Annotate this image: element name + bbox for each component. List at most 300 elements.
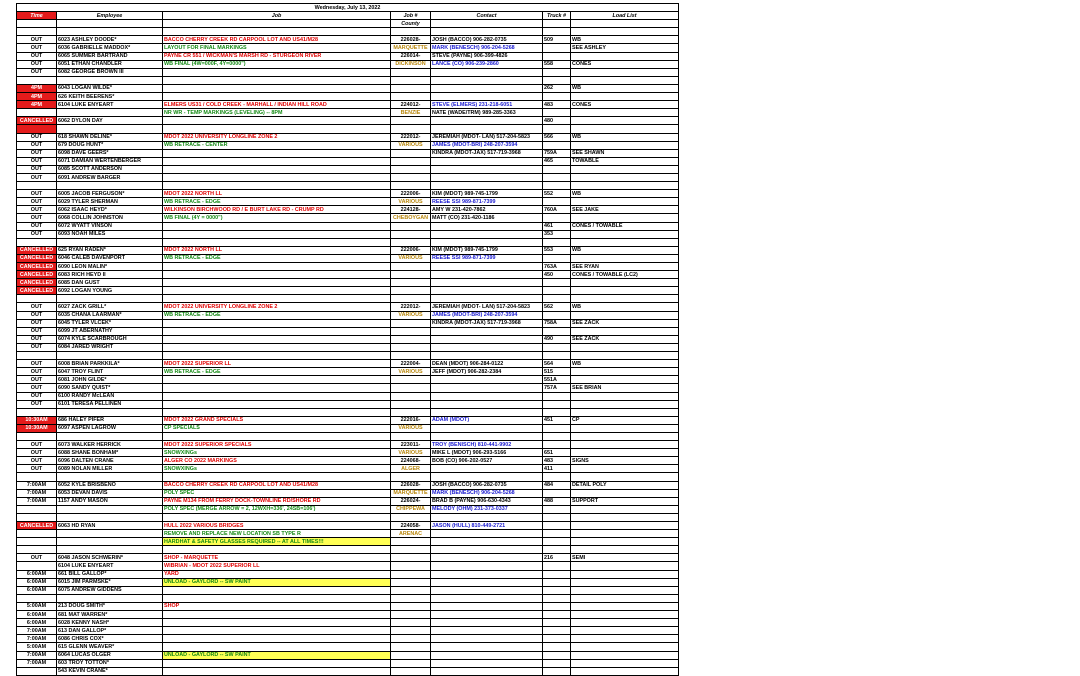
load-cell xyxy=(571,505,679,513)
header-time: Time xyxy=(17,12,57,20)
job-cell: WILKINSON BIRCHWOOD RD / E BURT LAKE RD - CRUMP RD xyxy=(163,206,391,214)
employee-cell: 6052 KYLE BRISBENO xyxy=(57,481,163,489)
title-row xyxy=(17,4,679,12)
contact-cell xyxy=(431,173,543,181)
time-cell: OUT xyxy=(17,173,57,181)
load-cell xyxy=(571,93,679,101)
job-cell: PAYNE M134 FROM FERRY DOCK-TOWNLINE RD/SHORE RD xyxy=(163,497,391,505)
truck-cell xyxy=(543,611,571,619)
load-cell xyxy=(571,530,679,538)
table-row xyxy=(17,165,679,173)
table-row xyxy=(17,44,679,52)
time-cell: OUT xyxy=(17,36,57,44)
load-cell xyxy=(571,546,679,554)
time-cell xyxy=(17,182,57,190)
table-row xyxy=(17,303,679,311)
time-cell: OUT xyxy=(17,311,57,319)
truck-cell: 465 xyxy=(543,157,571,165)
truck-cell: 515 xyxy=(543,368,571,376)
job-cell: YARD xyxy=(163,570,391,578)
truck-cell xyxy=(543,254,571,262)
truck-cell xyxy=(543,522,571,530)
table-row xyxy=(17,635,679,643)
load-cell xyxy=(571,578,679,586)
jobnum-cell: VARIOUS xyxy=(391,198,431,206)
time-cell: OUT xyxy=(17,319,57,327)
employee-cell: 603 TROY TOTTON* xyxy=(57,659,163,667)
table-row xyxy=(17,505,679,513)
load-cell: WB xyxy=(571,84,679,92)
truck-cell xyxy=(543,578,571,586)
load-cell: WB xyxy=(571,360,679,368)
table-row xyxy=(17,667,679,675)
employee-cell: 6089 NOLAN MILLER xyxy=(57,465,163,473)
contact-cell xyxy=(431,586,543,594)
job-cell: SHOP - MARQUETTE xyxy=(163,554,391,562)
load-cell xyxy=(571,651,679,659)
contact-cell xyxy=(431,651,543,659)
load-cell xyxy=(571,254,679,262)
load-cell xyxy=(571,76,679,84)
table-row xyxy=(17,424,679,432)
load-cell: CP xyxy=(571,416,679,424)
time-cell: OUT xyxy=(17,392,57,400)
truck-cell: 483 xyxy=(543,101,571,109)
truck-cell xyxy=(543,473,571,481)
jobnum-cell: CHIPPEWA xyxy=(391,505,431,513)
truck-cell xyxy=(543,667,571,675)
jobnum-cell xyxy=(391,513,431,521)
truck-cell: 564 xyxy=(543,360,571,368)
jobnum-cell xyxy=(391,76,431,84)
contact-cell xyxy=(431,578,543,586)
jobnum-cell xyxy=(391,319,431,327)
table-row xyxy=(17,222,679,230)
table-row xyxy=(17,311,679,319)
separator-row xyxy=(17,473,679,481)
time-cell: CANCELLED xyxy=(17,522,57,530)
jobnum-cell xyxy=(391,157,431,165)
jobnum-cell: 223011- xyxy=(391,441,431,449)
truck-cell: 262 xyxy=(543,84,571,92)
employee-cell: 6090 LEON MALIN* xyxy=(57,263,163,271)
job-cell xyxy=(163,627,391,635)
contact-cell xyxy=(431,343,543,351)
load-cell: WB xyxy=(571,36,679,44)
jobnum-cell: 224012- xyxy=(391,101,431,109)
employee-cell xyxy=(57,594,163,602)
jobnum-cell xyxy=(391,659,431,667)
time-cell: CANCELLED xyxy=(17,271,57,279)
contact-cell xyxy=(431,667,543,675)
time-cell: 4PM xyxy=(17,93,57,101)
truck-cell: 562 xyxy=(543,303,571,311)
employee-cell: 6075 ANDREW GIDDENS xyxy=(57,586,163,594)
contact-cell xyxy=(431,627,543,635)
time-cell: OUT xyxy=(17,384,57,392)
table-row xyxy=(17,481,679,489)
employee-cell: 6088 SHANE BONHAM* xyxy=(57,449,163,457)
separator-row xyxy=(17,238,679,246)
employee-cell: 6046 CALEB DAVENPORT xyxy=(57,254,163,262)
job-cell xyxy=(163,93,391,101)
table-row xyxy=(17,368,679,376)
employee-cell: 6051 ETHAN CHANDLER xyxy=(57,60,163,68)
job-cell xyxy=(163,84,391,92)
jobnum-cell xyxy=(391,473,431,481)
contact-cell xyxy=(431,295,543,303)
jobnum-cell xyxy=(391,263,431,271)
job-cell xyxy=(163,343,391,351)
jobnum-cell: ALGER xyxy=(391,465,431,473)
contact-cell: JOSH (BACCO) 906-282-0735 xyxy=(431,36,543,44)
employee-cell: 6048 JASON SCHWERIN* xyxy=(57,554,163,562)
job-cell xyxy=(163,546,391,554)
employee-cell xyxy=(57,238,163,246)
job-cell: LAYOUT FOR FINAL MARKINGS xyxy=(163,44,391,52)
header-row-2 xyxy=(17,20,679,28)
truck-cell xyxy=(543,530,571,538)
time-cell: 7:00AM xyxy=(17,497,57,505)
time-cell xyxy=(17,594,57,602)
load-cell xyxy=(571,449,679,457)
contact-cell: MELODY (OHM) 231-373-0337 xyxy=(431,505,543,513)
contact-cell xyxy=(431,659,543,667)
employee-cell: 6029 TYLER SHERMAN xyxy=(57,198,163,206)
contact-cell: KINDRA (MDOT-JAX) 517-719-3968 xyxy=(431,319,543,327)
contact-cell: DEAN (MDOT) 906-284-0122 xyxy=(431,360,543,368)
load-cell xyxy=(571,182,679,190)
load-cell xyxy=(571,538,679,546)
contact-cell xyxy=(431,28,543,36)
contact-cell xyxy=(431,554,543,562)
contact-cell xyxy=(431,76,543,84)
load-cell xyxy=(571,376,679,384)
jobnum-cell: DICKINSON xyxy=(391,60,431,68)
jobnum-cell xyxy=(391,125,431,133)
employee-cell: 6093 NOAH MILES xyxy=(57,230,163,238)
truck-cell: 353 xyxy=(543,230,571,238)
job-cell: WB RETRACE - CENTER xyxy=(163,141,391,149)
job-cell: NR WR - TEMP MARKINGS (LEVELING) -- 8PM xyxy=(163,109,391,117)
time-cell: OUT xyxy=(17,206,57,214)
table-row xyxy=(17,659,679,667)
jobnum-cell: 222016- xyxy=(391,416,431,424)
truck-cell: 484 xyxy=(543,481,571,489)
employee-cell: 6085 DAN GUST xyxy=(57,279,163,287)
time-cell: 7:00AM xyxy=(17,489,57,497)
contact-cell xyxy=(431,84,543,92)
header-employee: Employee xyxy=(57,12,163,20)
job-cell xyxy=(163,271,391,279)
table-row xyxy=(17,530,679,538)
table-row xyxy=(17,376,679,384)
table-row xyxy=(17,449,679,457)
load-cell: WB xyxy=(571,133,679,141)
truck-cell xyxy=(543,392,571,400)
table-row xyxy=(17,149,679,157)
jobnum-cell xyxy=(391,602,431,610)
load-cell: SEMI xyxy=(571,554,679,562)
job-cell: WB RETRACE - EDGE xyxy=(163,311,391,319)
table-row xyxy=(17,117,679,125)
truck-cell: 757A xyxy=(543,384,571,392)
contact-cell xyxy=(431,352,543,360)
contact-cell xyxy=(431,530,543,538)
load-cell: SIGNS xyxy=(571,457,679,465)
jobnum-cell: MARQUETTE xyxy=(391,44,431,52)
truck-cell xyxy=(543,238,571,246)
contact-cell xyxy=(431,424,543,432)
schedule-table xyxy=(16,3,679,676)
job-cell xyxy=(163,182,391,190)
time-cell: 4PM xyxy=(17,84,57,92)
contact-cell: JEREMIAH (MDOT- LAN) 517-204-5823 xyxy=(431,303,543,311)
truck-cell: 759A xyxy=(543,149,571,157)
time-cell: 6:00AM xyxy=(17,586,57,594)
employee-cell xyxy=(57,76,163,84)
load-cell xyxy=(571,635,679,643)
table-row xyxy=(17,68,679,76)
employee-cell: 6092 LOGAN YOUNG xyxy=(57,287,163,295)
truck-cell: 450 xyxy=(543,271,571,279)
job-cell xyxy=(163,157,391,165)
employee-cell: 6099 JT ABERNATHY xyxy=(57,327,163,335)
contact-cell xyxy=(431,93,543,101)
employee-cell: 6043 LOGAN WILDE* xyxy=(57,84,163,92)
contact-cell xyxy=(431,400,543,408)
jobnum-cell xyxy=(391,627,431,635)
jobnum-cell: VARIOUS xyxy=(391,449,431,457)
jobnum-cell xyxy=(391,570,431,578)
employee-cell xyxy=(57,505,163,513)
jobnum-cell xyxy=(391,117,431,125)
load-cell: CONES xyxy=(571,60,679,68)
job-cell xyxy=(163,643,391,651)
contact-cell xyxy=(431,643,543,651)
table-row xyxy=(17,93,679,101)
jobnum-cell xyxy=(391,343,431,351)
contact-cell xyxy=(431,384,543,392)
time-cell: 7:00AM xyxy=(17,481,57,489)
employee-cell: 6005 JACOB FERGUSON* xyxy=(57,190,163,198)
truck-cell xyxy=(543,93,571,101)
employee-cell: 625 RYAN RADEN* xyxy=(57,246,163,254)
truck-cell xyxy=(543,125,571,133)
load-cell: SUPPORT xyxy=(571,497,679,505)
job-cell: HULL 2022 VARIOUS BRIDGES xyxy=(163,522,391,530)
contact-cell: NATE (WADE/TRM) 989-285-3363 xyxy=(431,109,543,117)
load-cell xyxy=(571,352,679,360)
load-cell xyxy=(571,522,679,530)
time-cell: 4PM xyxy=(17,101,57,109)
truck-cell xyxy=(543,594,571,602)
truck-cell xyxy=(543,182,571,190)
time-cell: OUT xyxy=(17,149,57,157)
contact-cell xyxy=(431,157,543,165)
table-row xyxy=(17,522,679,530)
jobnum-cell xyxy=(391,376,431,384)
job-cell: SHOP xyxy=(163,602,391,610)
jobnum-cell: 222006- xyxy=(391,246,431,254)
employee-cell: 6081 JOHN GILDE* xyxy=(57,376,163,384)
contact-cell: JAMES (MDOT-BRI) 248-207-3594 xyxy=(431,311,543,319)
contact-cell: STEVE (PAYNE) 906-399-4826 xyxy=(431,52,543,60)
load-cell xyxy=(571,465,679,473)
employee-cell: 6008 BRIAN PARKKILA* xyxy=(57,360,163,368)
jobnum-cell xyxy=(391,93,431,101)
separator-row xyxy=(17,432,679,440)
load-cell xyxy=(571,602,679,610)
jobnum-cell xyxy=(391,28,431,36)
table-row xyxy=(17,602,679,610)
load-cell xyxy=(571,489,679,497)
load-cell xyxy=(571,343,679,351)
load-cell: SEE SHAWN xyxy=(571,149,679,157)
jobnum-cell xyxy=(391,554,431,562)
table-row xyxy=(17,84,679,92)
table-row xyxy=(17,173,679,181)
contact-cell xyxy=(431,562,543,570)
job-cell xyxy=(163,238,391,246)
jobnum-cell xyxy=(391,578,431,586)
table-row xyxy=(17,254,679,262)
jobnum-cell xyxy=(391,68,431,76)
contact-cell: ADAM (MDOT) xyxy=(431,416,543,424)
contact-cell xyxy=(431,376,543,384)
time-cell: OUT xyxy=(17,133,57,141)
table-row xyxy=(17,214,679,222)
employee-cell: 6063 HD RYAN xyxy=(57,522,163,530)
contact-cell: JEFF (MDOT) 906-282-2384 xyxy=(431,368,543,376)
employee-cell: 6027 ZACK GRILL* xyxy=(57,303,163,311)
table-row xyxy=(17,465,679,473)
truck-cell: 651 xyxy=(543,449,571,457)
table-row xyxy=(17,335,679,343)
employee-cell: 6100 RANDY McLEAN xyxy=(57,392,163,400)
table-row xyxy=(17,651,679,659)
time-cell xyxy=(17,238,57,246)
job-cell: WB RETRACE - EDGE xyxy=(163,368,391,376)
jobnum-cell xyxy=(391,635,431,643)
employee-cell: 6090 SANDY QUIST* xyxy=(57,384,163,392)
employee-cell: 618 SHAWN DELINE* xyxy=(57,133,163,141)
load-cell xyxy=(571,627,679,635)
truck-cell xyxy=(543,287,571,295)
job-cell xyxy=(163,68,391,76)
truck-cell: 758A xyxy=(543,319,571,327)
time-cell: 7:00AM xyxy=(17,659,57,667)
job-cell: MDOT 2022 SUPERIOR LL xyxy=(163,360,391,368)
contact-cell: JASON (HULL) 810-449-2721 xyxy=(431,522,543,530)
job-cell: SNOWXINGs xyxy=(163,449,391,457)
employee-cell: 6053 DEVAN DAVIS xyxy=(57,489,163,497)
employee-cell: 1157 ANDY MASON xyxy=(57,497,163,505)
job-cell: WB RETRACE - EDGE xyxy=(163,254,391,262)
time-cell xyxy=(17,562,57,570)
jobnum-cell xyxy=(391,538,431,546)
truck-cell: 461 xyxy=(543,222,571,230)
time-cell: OUT xyxy=(17,441,57,449)
jobnum-cell xyxy=(391,222,431,230)
jobnum-cell xyxy=(391,667,431,675)
employee-cell xyxy=(57,530,163,538)
employee-cell xyxy=(57,182,163,190)
employee-cell xyxy=(57,125,163,133)
employee-cell: 626 KEITH BEERENS* xyxy=(57,93,163,101)
table-row xyxy=(17,554,679,562)
table-row xyxy=(17,263,679,271)
time-cell: 6:00AM xyxy=(17,578,57,586)
table-row xyxy=(17,570,679,578)
job-cell xyxy=(163,279,391,287)
jobnum-cell: BENZIE xyxy=(391,109,431,117)
load-cell xyxy=(571,287,679,295)
table-row xyxy=(17,279,679,287)
jobnum-cell: VARIOUS xyxy=(391,311,431,319)
jobnum-cell: 222006- xyxy=(391,190,431,198)
time-cell xyxy=(17,530,57,538)
employee-cell: 6097 ASPEN LAGROW xyxy=(57,424,163,432)
contact-cell xyxy=(431,513,543,521)
truck-cell: 480 xyxy=(543,117,571,125)
table-row xyxy=(17,141,679,149)
job-cell: CP SPECIALS xyxy=(163,424,391,432)
truck-cell xyxy=(543,489,571,497)
jobnum-cell: 222012- xyxy=(391,303,431,311)
truck-cell xyxy=(543,651,571,659)
contact-cell: REESE SSI 989-871-7399 xyxy=(431,198,543,206)
truck-cell xyxy=(543,311,571,319)
truck-cell: 451 xyxy=(543,416,571,424)
separator-row xyxy=(17,352,679,360)
separator-row xyxy=(17,594,679,602)
jobnum-cell xyxy=(391,327,431,335)
contact-cell: LANCE (CO) 906-239-2860 xyxy=(431,60,543,68)
employee-cell: 6065 SUMMER BARTRAND xyxy=(57,52,163,60)
employee-cell: 6086 CHRIS COX* xyxy=(57,635,163,643)
jobnum-cell: 226028- xyxy=(391,36,431,44)
contact-cell xyxy=(431,335,543,343)
truck-cell xyxy=(543,505,571,513)
separator-row xyxy=(17,408,679,416)
employee-cell: 6082 GEORGE BROWN III xyxy=(57,68,163,76)
load-cell xyxy=(571,28,679,36)
truck-cell: 509 xyxy=(543,36,571,44)
job-cell: ALGER CO 2022 MARKINGS xyxy=(163,457,391,465)
separator-row xyxy=(17,76,679,84)
table-row xyxy=(17,400,679,408)
time-cell: OUT xyxy=(17,198,57,206)
job-cell xyxy=(163,611,391,619)
contact-cell: AMY W 231-420-7862 xyxy=(431,206,543,214)
contact-cell xyxy=(431,432,543,440)
load-cell xyxy=(571,125,679,133)
jobnum-cell xyxy=(391,352,431,360)
time-cell: OUT xyxy=(17,343,57,351)
load-cell: SEE RYAN xyxy=(571,263,679,271)
load-cell: SEE ASHLEY xyxy=(571,44,679,52)
table-row xyxy=(17,52,679,60)
truck-cell xyxy=(543,214,571,222)
job-cell xyxy=(163,619,391,627)
time-cell: OUT xyxy=(17,335,57,343)
jobnum-cell: 224128- xyxy=(391,206,431,214)
job-cell xyxy=(163,594,391,602)
time-cell: OUT xyxy=(17,141,57,149)
truck-cell xyxy=(543,52,571,60)
table-row xyxy=(17,586,679,594)
